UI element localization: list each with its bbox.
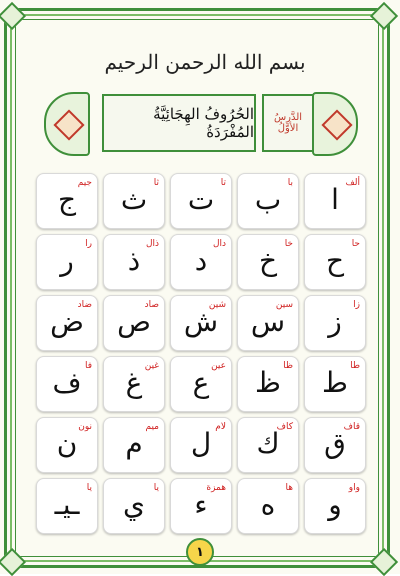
letter-name: ها — [285, 483, 293, 493]
letter-card[interactable] — [36, 234, 98, 290]
letter-name: يا — [153, 483, 159, 493]
letter-glyph: ف — [52, 366, 82, 399]
letter-name: همزة — [206, 483, 226, 493]
letter-card[interactable] — [304, 417, 366, 473]
letter-card[interactable] — [103, 478, 165, 534]
letter-card[interactable] — [36, 295, 98, 351]
letter-glyph: س — [250, 305, 286, 338]
letter-glyph: ص — [117, 305, 151, 338]
letter-glyph: ا — [331, 183, 339, 216]
letter-glyph: خ — [258, 244, 278, 277]
flower-ornament-icon — [321, 109, 352, 140]
letter-name: ذال — [145, 239, 159, 249]
letter-card[interactable] — [170, 173, 232, 229]
letter-glyph: ذ — [127, 244, 141, 277]
letter-glyph: ن — [56, 427, 78, 460]
letter-glyph: ض — [50, 305, 84, 338]
letter-name: يا — [86, 483, 92, 493]
page-title: الحُرُوفُ الهِجَائِيَّةُ المُفْرَدَةُ — [102, 94, 256, 152]
letter-card[interactable] — [237, 234, 299, 290]
page-number: ١ — [186, 538, 214, 566]
letter-glyph: ك — [256, 427, 280, 460]
letter-glyph: م — [125, 427, 143, 460]
letter-name: تا — [220, 178, 226, 188]
letter-card[interactable] — [36, 417, 98, 473]
letter-name: ظا — [283, 361, 293, 371]
letter-card[interactable] — [304, 173, 366, 229]
letter-card[interactable] — [170, 356, 232, 412]
letter-card[interactable] — [237, 417, 299, 473]
letter-name: سين — [275, 300, 293, 310]
letter-name: صاد — [144, 300, 159, 310]
letter-glyph: ث — [120, 183, 148, 216]
letter-name: طا — [350, 361, 360, 371]
letter-name: غين — [144, 361, 159, 371]
letter-card[interactable] — [304, 356, 366, 412]
letter-name: ضاد — [77, 300, 92, 310]
letter-grid — [34, 173, 366, 534]
letter-glyph: ح — [325, 244, 345, 277]
letter-glyph: ت — [187, 183, 215, 216]
letter-glyph: ع — [192, 366, 210, 399]
letter-name: فا — [84, 361, 92, 371]
letter-glyph: ش — [183, 305, 219, 338]
letter-card[interactable] — [36, 173, 98, 229]
letter-card[interactable] — [103, 356, 165, 412]
letter-glyph: ر — [60, 244, 74, 277]
letter-card[interactable] — [304, 478, 366, 534]
letter-name: واو — [348, 483, 360, 493]
letter-name: دال — [212, 239, 226, 249]
letter-glyph: ء — [194, 488, 208, 521]
letter-name: قاف — [343, 422, 360, 432]
letter-glyph: ظ — [255, 366, 281, 399]
letter-name: با — [287, 178, 293, 188]
letter-name: را — [85, 239, 92, 249]
letter-name: حا — [351, 239, 360, 249]
letter-glyph: ي — [123, 488, 145, 521]
letter-glyph: ـيـ — [54, 488, 80, 521]
letter-name: خا — [284, 239, 293, 249]
letter-name: ألف — [345, 178, 360, 188]
letter-card[interactable] — [237, 356, 299, 412]
letter-glyph: ز — [328, 305, 342, 338]
letter-glyph: غ — [125, 366, 143, 399]
letter-name: ثا — [153, 178, 159, 188]
lesson-label: الدَّرسُ الأوَّلُ — [262, 94, 314, 152]
letter-name: عين — [211, 361, 226, 371]
letter-glyph: ب — [254, 183, 282, 216]
letter-card[interactable] — [237, 295, 299, 351]
banner-ornament-left — [44, 92, 90, 156]
letter-glyph: ط — [322, 366, 348, 399]
letter-card[interactable] — [103, 234, 165, 290]
lesson-banner — [44, 92, 358, 156]
letter-glyph: و — [328, 488, 342, 521]
letter-glyph: ل — [190, 427, 212, 460]
letter-glyph: ه — [260, 488, 276, 521]
flower-ornament-icon — [53, 109, 84, 140]
letter-name: شين — [208, 300, 226, 310]
letter-glyph: ج — [57, 183, 77, 216]
letter-card[interactable] — [170, 295, 232, 351]
banner-ornament-right — [312, 92, 358, 156]
letter-name: ميم — [145, 422, 159, 432]
letter-card[interactable] — [237, 478, 299, 534]
letter-card[interactable] — [103, 417, 165, 473]
letter-card[interactable] — [237, 173, 299, 229]
letter-name: نون — [78, 422, 92, 432]
basmala: بسم الله الرحمن الرحيم — [104, 50, 306, 74]
letter-glyph: ق — [324, 427, 346, 460]
letter-card[interactable] — [170, 417, 232, 473]
letter-name: جيم — [77, 178, 92, 188]
letter-card[interactable] — [170, 234, 232, 290]
letter-card[interactable] — [36, 356, 98, 412]
letter-card[interactable] — [170, 478, 232, 534]
letter-card[interactable] — [36, 478, 98, 534]
letter-card[interactable] — [103, 173, 165, 229]
letter-card[interactable] — [304, 295, 366, 351]
letter-name: زا — [353, 300, 360, 310]
letter-glyph: د — [194, 244, 208, 277]
letter-name: كاف — [276, 422, 293, 432]
letter-card[interactable] — [103, 295, 165, 351]
letter-card[interactable] — [304, 234, 366, 290]
letter-name: لام — [215, 422, 226, 432]
